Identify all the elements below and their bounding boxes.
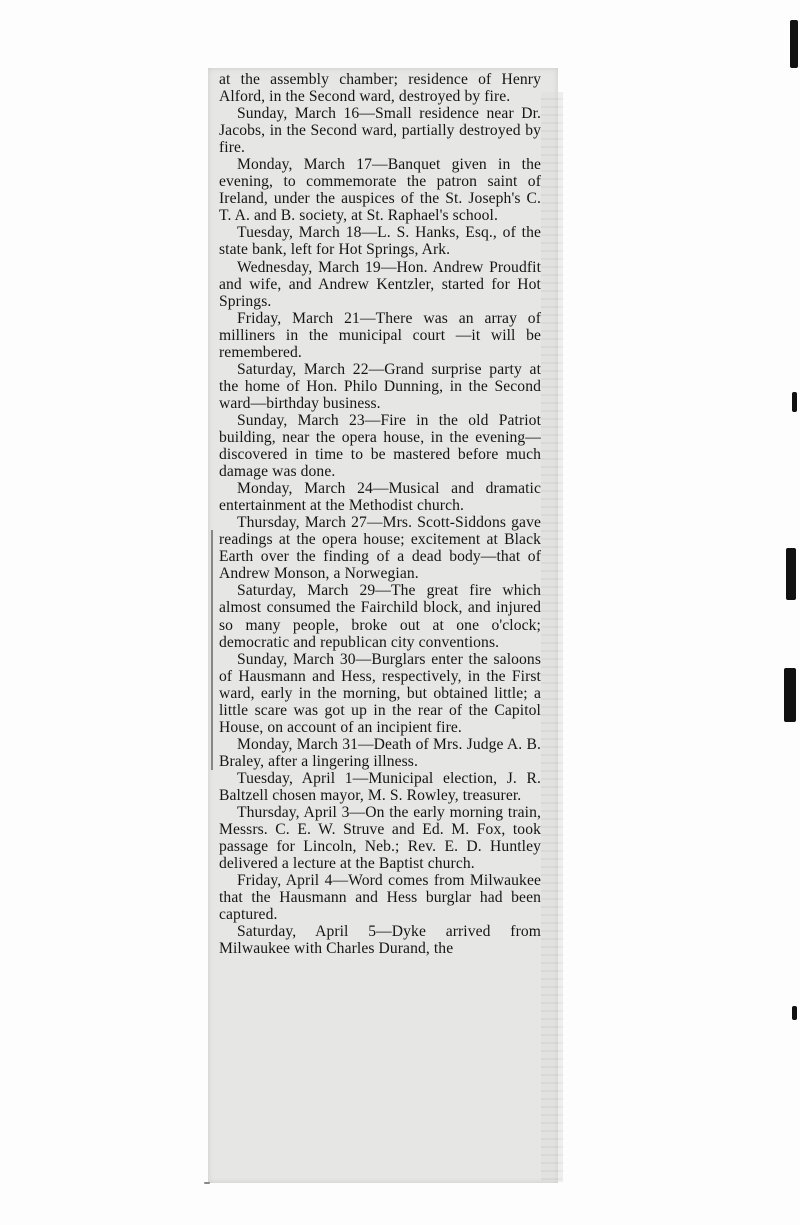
entry-1: Sunday, March 16—Small residence near Dr. Jacobs, in the Second ward, partially destroyed by fire. bbox=[219, 105, 541, 157]
scan-mark bbox=[790, 20, 798, 68]
entry-2: Monday, March 17—Banquet given in the evening, to commemorate the patron saint of Ireland, under the auspices of the St. Joseph's C. T. A. and B. society, at St. Raphael's school. bbox=[219, 156, 541, 225]
entry-0: at the assembly chamber; residence of Henry Alford, in the Second ward, destroyed by fire. bbox=[219, 71, 541, 106]
entry-11: Sunday, March 30—Burglars enter the saloons of Hausmann and Hess, respectively, in the First ward, early in the morning, but obtained little; a little scare was got up in the rear of the Capitol House, on account of an incipient fire. bbox=[219, 650, 541, 736]
scan-mark bbox=[784, 668, 796, 722]
clipping-torn-edge bbox=[541, 92, 563, 1182]
scan-mark bbox=[786, 548, 796, 600]
entry-16: Saturday, April 5—Dyke arrived from Milwaukee with Charles Durand, the bbox=[219, 923, 541, 958]
entry-4: Wednesday, March 19—Hon. Andrew Proudfit and wife, and Andrew Kentzler, started for Hot Springs. bbox=[219, 258, 541, 310]
entry-10: Saturday, March 29—The great fire which almost consumed the Fairchild block, and injured so many people, broke out at one o'clock; democratic and republican city conventions. bbox=[219, 582, 541, 651]
scan-mark bbox=[792, 1006, 797, 1020]
entry-12: Monday, March 31—Death of Mrs. Judge A. B. Braley, after a lingering illness. bbox=[219, 735, 541, 770]
entry-8: Monday, March 24—Musical and dramatic entertainment at the Methodist church. bbox=[219, 480, 541, 515]
entry-6: Saturday, March 22—Grand surprise party at the home of Hon. Philo Dunning, in the Second ward—birthday business. bbox=[219, 360, 541, 412]
entry-14: Thursday, April 3—On the early morning train, Messrs. C. E. W. Struve and Ed. M. Fox, took passage for Lincoln, Neb.; Rev. E. D. Huntley delivered a lecture at the Baptist church. bbox=[219, 804, 541, 873]
entry-5: Friday, March 21—There was an array of milliners in the municipal court —it will be remembered. bbox=[219, 309, 541, 361]
entry-9: Thursday, March 27—Mrs. Scott-Siddons gave readings at the opera house; excitement at Black Earth over the finding of a dead body—that of Andrew Monson, a Norwegian. bbox=[219, 514, 541, 583]
scan-mark bbox=[792, 392, 797, 412]
scan-mark bbox=[204, 1182, 210, 1184]
entry-3: Tuesday, March 18—L. S. Hanks, Esq., of the state bank, left for Hot Springs, Ark. bbox=[219, 224, 541, 259]
entry-15: Friday, April 4—Word comes from Milwaukee that the Hausmann and Hess burglar had been captured. bbox=[219, 872, 541, 924]
column-rule bbox=[211, 530, 213, 770]
entry-7: Sunday, March 23—Fire in the old Patriot building, near the opera house, in the evening—discovered in time to be mastered before much damage was done. bbox=[219, 411, 541, 481]
chronology-column bbox=[219, 71, 541, 957]
entry-13: Tuesday, April 1—Municipal election, J. R. Baltzell chosen mayor, M. S. Rowley, treasurer. bbox=[219, 769, 541, 804]
